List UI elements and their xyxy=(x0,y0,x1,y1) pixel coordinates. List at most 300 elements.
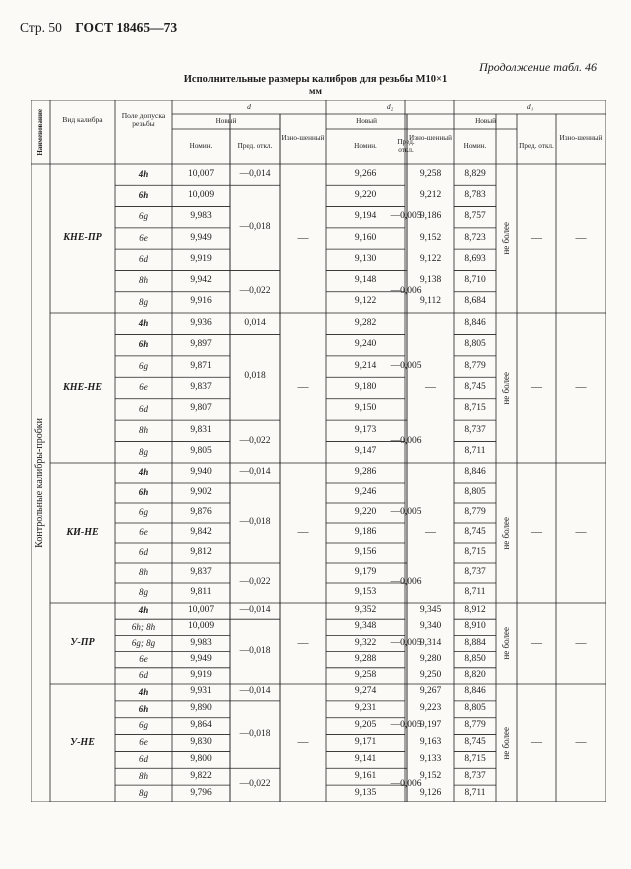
d1-nominal xyxy=(454,228,496,249)
d-deviation-text: —0,018 xyxy=(239,728,271,739)
d2-worn-dash xyxy=(407,463,454,603)
col-header-name-text: Наименование xyxy=(35,108,44,156)
d-nominal xyxy=(172,292,230,313)
continuation-label: Продолжение табл. 46 xyxy=(479,60,597,74)
d-nominal-text: 9,890 xyxy=(190,703,212,714)
col-header-d1-worn-text: Изно-шенный xyxy=(559,134,603,143)
d1-nominal-text: 8,693 xyxy=(464,253,486,264)
d2-nominal-text: 9,231 xyxy=(354,703,377,714)
tolerance-grade-text: 6e xyxy=(139,527,148,538)
d1-deviation-dash-text: — xyxy=(531,381,542,394)
d2-nominal xyxy=(326,334,405,355)
d2-nominal xyxy=(326,619,405,635)
d-deviation xyxy=(230,684,280,701)
d1-nominal-text: 8,779 xyxy=(464,507,486,518)
tolerance-grade-text: 6e xyxy=(139,653,148,664)
d2-nominal-text: 9,282 xyxy=(354,317,377,328)
d2-deviation-text: —0,005 xyxy=(390,720,422,731)
d1-nominal-text: 8,820 xyxy=(464,669,486,680)
d2-deviation xyxy=(390,164,422,270)
d1-nominal-text: 8,745 xyxy=(464,382,486,392)
d1-deviation-dash-text: — xyxy=(531,526,542,539)
col-header-gauge-type-text: Вид калибра xyxy=(62,115,103,125)
col-header-d2-new-text: Новый xyxy=(356,116,377,125)
d1-nominal xyxy=(454,313,496,334)
tolerance-grade-text: 6g xyxy=(139,211,148,222)
col-header-d2-new xyxy=(326,114,407,129)
d2-deviation-text: —0,006 xyxy=(390,577,422,588)
d1-nominal-text: 8,829 xyxy=(464,168,486,179)
d1-nominal xyxy=(454,270,496,291)
d-nominal-text: 9,805 xyxy=(190,446,212,457)
d1-nominal xyxy=(454,668,496,684)
tolerance-grade-text: 8g xyxy=(139,587,148,598)
d1-nominal xyxy=(454,185,496,206)
tolerance-grade-text: 8g xyxy=(139,296,148,307)
d-nominal-text: 9,902 xyxy=(190,487,212,498)
col-header-d-nom xyxy=(172,129,230,164)
d2-nominal xyxy=(326,249,405,270)
d1-not-more xyxy=(496,463,517,603)
d2-worn-dash-text: — xyxy=(425,526,436,539)
d-nominal xyxy=(172,228,230,249)
gauge-name-text: У-НЕ xyxy=(70,736,95,748)
tolerance-grade xyxy=(115,718,172,735)
d2-worn-text: 9,267 xyxy=(419,686,442,697)
d2-deviation-text: —0,005 xyxy=(390,507,422,518)
d-nominal-text: 9,822 xyxy=(190,770,212,781)
d2-worn xyxy=(407,619,454,635)
tolerance-grade xyxy=(115,228,172,249)
d-deviation xyxy=(230,463,280,483)
d1-nominal-text: 8,757 xyxy=(464,211,486,222)
col-header-d2-nom xyxy=(326,129,405,164)
d2-worn-text: 9,212 xyxy=(419,189,442,200)
d1-worn-dash xyxy=(556,313,606,463)
tolerance-grade xyxy=(115,563,172,583)
group-label-text: Контрольные калибры-пробки xyxy=(34,418,46,548)
col-header-d1-dev-text: Пред. откл. xyxy=(519,141,554,150)
d2-worn-text: 9,340 xyxy=(419,621,442,632)
col-header-name xyxy=(31,100,50,164)
group-label-control-plugs xyxy=(31,164,50,802)
d-nominal-text: 9,837 xyxy=(190,382,212,392)
d2-nominal-text: 9,274 xyxy=(354,686,377,697)
tolerance-grade-text: 4h xyxy=(138,467,149,478)
d2-nominal-text: 9,179 xyxy=(354,567,377,578)
tolerance-grade-text: 6g xyxy=(139,360,148,371)
d2-nominal xyxy=(326,313,405,334)
not-more-text: не более xyxy=(500,222,511,255)
d2-nominal-text: 9,214 xyxy=(354,360,377,371)
d-deviation-text: —0,014 xyxy=(239,467,271,478)
d1-nominal-text: 8,745 xyxy=(464,737,486,747)
d2-worn-text: 9,112 xyxy=(419,296,442,307)
d2-worn-text: 9,138 xyxy=(419,275,442,286)
d1-nominal-text: 8,715 xyxy=(464,547,486,558)
tolerance-grade-text: 6d xyxy=(139,254,148,265)
d2-deviation xyxy=(390,768,422,802)
d-nominal-text: 9,831 xyxy=(190,424,212,435)
tolerance-grade xyxy=(115,543,172,563)
tolerance-grade xyxy=(115,249,172,270)
col-header-d2-dev-text: Пред. откл. xyxy=(397,137,415,154)
tolerance-grade xyxy=(115,313,172,334)
d-deviation-text: —0,018 xyxy=(239,645,271,656)
d-nominal-text: 10,009 xyxy=(187,189,215,200)
d-nominal-text: 9,830 xyxy=(190,737,212,747)
col-header-d2-text: d₂ xyxy=(386,102,394,112)
d2-worn-text: 9,223 xyxy=(419,703,442,714)
tolerance-grade xyxy=(115,603,172,619)
d-nominal xyxy=(172,619,230,635)
d2-deviation xyxy=(390,270,422,313)
d2-worn-text: 9,345 xyxy=(419,605,442,616)
d-nominal-text: 9,812 xyxy=(190,547,212,558)
d1-nominal-text: 8,805 xyxy=(464,339,486,350)
d2-worn xyxy=(407,684,454,701)
tolerance-grade-text: 8h xyxy=(139,770,148,781)
d1-nominal xyxy=(454,523,496,543)
d-worn-dash xyxy=(280,164,326,313)
d2-nominal xyxy=(326,652,405,668)
tolerance-grade xyxy=(115,768,172,785)
d2-deviation-text: —0,005 xyxy=(390,360,422,371)
d1-worn-dash-text: — xyxy=(575,526,587,539)
d1-nominal-text: 8,715 xyxy=(464,753,486,764)
d2-worn-text: 9,186 xyxy=(419,211,442,222)
d1-nominal xyxy=(454,652,496,668)
d2-nominal xyxy=(326,603,405,619)
d1-nominal-text: 8,684 xyxy=(464,296,486,307)
not-more-text: не более xyxy=(500,627,511,660)
tolerance-grade xyxy=(115,701,172,718)
tolerance-grade-text: 6d xyxy=(139,547,148,558)
col-header-d-worn-text: Изно-шенный xyxy=(281,134,325,143)
d2-nominal-text: 9,220 xyxy=(354,507,377,518)
d-nominal xyxy=(172,463,230,483)
tolerance-grade xyxy=(115,334,172,355)
d1-nominal-text: 8,737 xyxy=(464,567,486,578)
d-nominal-text: 9,949 xyxy=(190,653,212,664)
d-nominal-text: 9,931 xyxy=(190,686,212,697)
d2-nominal-text: 9,150 xyxy=(354,403,377,414)
d-nominal-text: 10,007 xyxy=(187,605,215,616)
d-nominal xyxy=(172,768,230,785)
d-nominal xyxy=(172,652,230,668)
d-nominal-text: 9,837 xyxy=(190,567,212,578)
d1-nominal xyxy=(454,701,496,718)
d1-deviation-dash-text: — xyxy=(531,636,542,649)
d1-deviation-dash xyxy=(517,603,556,684)
d-nominal xyxy=(172,442,230,463)
d1-worn-dash xyxy=(556,603,606,684)
gauge-name-text: У-ПР xyxy=(70,637,95,649)
d1-nominal xyxy=(454,768,496,785)
d2-nominal-text: 9,352 xyxy=(354,605,377,616)
gauge-name-text: КНЕ-ПР xyxy=(63,232,102,244)
d-deviation xyxy=(230,270,280,313)
d-nominal xyxy=(172,207,230,228)
col-header-d1 xyxy=(454,100,606,114)
d2-worn-dash-text: — xyxy=(425,381,436,394)
tolerance-grade xyxy=(115,684,172,701)
d-worn-dash-text: — xyxy=(297,381,309,394)
d2-deviation-text: —0,005 xyxy=(390,211,422,222)
d1-nominal-text: 8,723 xyxy=(464,232,486,243)
d1-deviation-dash-text: — xyxy=(531,231,542,244)
tolerance-grade xyxy=(115,483,172,503)
d-deviation-text: 0,018 xyxy=(244,371,266,382)
d2-nominal xyxy=(326,377,405,398)
col-header-d1-new-text: Новый xyxy=(475,116,496,125)
col-header-d-new xyxy=(172,114,280,129)
d1-nominal xyxy=(454,249,496,270)
d-nominal-text: 9,871 xyxy=(190,360,212,371)
d-nominal-text: 9,842 xyxy=(190,527,212,538)
tolerance-grade-text: 6e xyxy=(139,382,148,393)
d-deviation-text: 0,014 xyxy=(244,317,266,328)
d1-nominal xyxy=(454,164,496,185)
d2-nominal-text: 9,160 xyxy=(354,232,377,243)
d1-nominal-text: 8,910 xyxy=(464,621,486,632)
col-header-d-dev-text: Пред. откл. xyxy=(237,141,273,150)
d-worn-dash-text: — xyxy=(297,636,309,649)
d1-nominal-text: 8,711 xyxy=(464,787,486,798)
d1-worn-dash-text: — xyxy=(575,636,587,649)
d1-nominal xyxy=(454,718,496,735)
d2-nominal-text: 9,186 xyxy=(354,527,377,538)
d1-nominal-text: 8,884 xyxy=(464,637,486,648)
d1-not-more xyxy=(496,313,517,463)
d2-nominal-text: 9,156 xyxy=(354,547,377,558)
col-header-d2 xyxy=(326,100,454,114)
col-header-d1-worn xyxy=(556,114,606,164)
d2-nominal-text: 9,180 xyxy=(354,382,377,392)
d-nominal-text: 9,796 xyxy=(190,787,212,798)
d-nominal-text: 10,007 xyxy=(187,168,215,179)
gauge-name xyxy=(50,684,115,802)
page-header xyxy=(20,20,177,36)
d2-worn-text: 9,133 xyxy=(419,753,442,764)
d1-deviation-dash xyxy=(517,313,556,463)
d2-deviation xyxy=(390,684,422,768)
col-header-d xyxy=(172,100,326,114)
d-nominal-text: 9,942 xyxy=(190,275,212,286)
d1-nominal xyxy=(454,377,496,398)
d1-nominal-text: 8,846 xyxy=(464,317,486,328)
d2-worn-text: 9,258 xyxy=(419,168,442,179)
d1-worn-dash xyxy=(556,164,606,313)
d2-worn xyxy=(407,228,454,249)
d2-nominal xyxy=(326,483,405,503)
d1-nominal-text: 8,711 xyxy=(464,587,486,598)
d-nominal xyxy=(172,356,230,377)
tolerance-grade-text: 6e xyxy=(139,232,148,243)
col-header-d1-text: d₁ xyxy=(526,102,534,112)
col-header-d-text: d xyxy=(247,102,251,112)
d2-nominal-text: 9,220 xyxy=(354,189,377,200)
not-more-text: не более xyxy=(500,516,511,550)
d1-nominal xyxy=(454,583,496,603)
d1-deviation-dash xyxy=(517,684,556,802)
d-deviation xyxy=(230,164,280,185)
tolerance-grade-text: 4h xyxy=(138,605,149,616)
tolerance-grade xyxy=(115,292,172,313)
tolerance-grade-text: 6h; 8h xyxy=(131,621,156,632)
d1-nominal-text: 8,779 xyxy=(464,720,486,731)
tolerance-grade xyxy=(115,207,172,228)
tolerance-grade xyxy=(115,785,172,802)
d1-deviation-dash-text: — xyxy=(531,736,542,749)
d2-worn xyxy=(407,603,454,619)
d2-nominal-text: 9,171 xyxy=(354,737,377,747)
d1-nominal-text: 8,912 xyxy=(464,605,486,616)
tolerance-grade xyxy=(115,523,172,543)
d1-nominal xyxy=(454,442,496,463)
gauge-name xyxy=(50,603,115,684)
d-nominal xyxy=(172,377,230,398)
col-header-d1-nom-text: Номин. xyxy=(463,141,487,150)
d2-nominal-text: 9,130 xyxy=(354,253,377,264)
d1-nominal-text: 8,805 xyxy=(464,487,486,498)
tolerance-grade xyxy=(115,652,172,668)
tolerance-grade xyxy=(115,442,172,463)
col-header-d1-dev xyxy=(517,129,556,164)
d2-nominal-text: 9,135 xyxy=(354,787,377,798)
d-deviation-text: —0,014 xyxy=(239,168,271,179)
d1-worn-dash-text: — xyxy=(575,231,587,244)
d2-nominal-text: 9,288 xyxy=(354,653,377,664)
d2-nominal xyxy=(326,164,405,185)
d2-nominal xyxy=(326,701,405,718)
gauge-name-text: КНЕ-НЕ xyxy=(62,381,102,393)
d2-worn-text: 9,314 xyxy=(419,637,442,648)
d-nominal xyxy=(172,635,230,651)
tolerance-grade-text: 4h xyxy=(138,168,149,179)
d2-deviation-text: —0,006 xyxy=(390,435,422,446)
d1-nominal-text: 8,737 xyxy=(464,770,486,781)
d-nominal xyxy=(172,503,230,523)
d2-nominal-text: 9,322 xyxy=(354,637,377,648)
d-deviation xyxy=(230,768,280,802)
d2-worn xyxy=(407,668,454,684)
d-worn-dash xyxy=(280,463,326,603)
tolerance-grade xyxy=(115,619,172,635)
d-nominal-text: 9,807 xyxy=(190,403,212,414)
tolerance-grade-text: 8g xyxy=(139,787,148,798)
d1-nominal-text: 8,737 xyxy=(464,424,486,435)
d1-deviation-dash xyxy=(517,164,556,313)
d1-nominal xyxy=(454,735,496,752)
d2-nominal xyxy=(326,684,405,701)
d1-nominal xyxy=(454,420,496,441)
d-nominal xyxy=(172,751,230,768)
d2-worn-text: 9,280 xyxy=(419,653,442,664)
d2-nominal-text: 9,194 xyxy=(354,211,377,222)
gauge-name xyxy=(50,463,115,603)
d-nominal-text: 9,936 xyxy=(190,317,212,328)
d2-worn xyxy=(407,701,454,718)
d-deviation-text: —0,022 xyxy=(239,577,271,588)
not-more-text: не более xyxy=(500,371,511,405)
d2-nominal-text: 9,205 xyxy=(354,720,377,731)
col-header-d2-worn-text: Изно-шенный xyxy=(409,134,452,143)
tolerance-grade xyxy=(115,164,172,185)
d-deviation xyxy=(230,483,280,563)
tolerance-grade xyxy=(115,751,172,768)
d-nominal xyxy=(172,420,230,441)
d-nominal xyxy=(172,270,230,291)
d2-worn-text: 9,250 xyxy=(419,669,442,680)
tolerance-grade xyxy=(115,668,172,684)
d2-nominal-text: 9,173 xyxy=(354,424,377,435)
d-nominal xyxy=(172,523,230,543)
tolerance-grade-text: 8g xyxy=(139,446,148,457)
col-header-d1-nom xyxy=(454,129,496,164)
d-deviation-text: —0,018 xyxy=(239,221,271,232)
d1-nominal-text: 8,779 xyxy=(464,360,486,371)
d1-nominal xyxy=(454,751,496,768)
d-nominal-text: 9,864 xyxy=(190,720,212,731)
tolerance-grade xyxy=(115,463,172,483)
d-nominal xyxy=(172,583,230,603)
d1-worn-dash xyxy=(556,463,606,603)
tolerance-grade xyxy=(115,635,172,651)
d-worn-dash-text: — xyxy=(297,736,309,749)
tolerance-grade-text: 4h xyxy=(138,317,149,328)
tolerance-grade-text: 6d xyxy=(139,403,148,414)
d1-nominal xyxy=(454,785,496,802)
col-header-d-nom-text: Номин. xyxy=(189,141,213,150)
d-nominal xyxy=(172,313,230,334)
d2-worn xyxy=(407,164,454,185)
d-deviation xyxy=(230,334,280,420)
d-nominal xyxy=(172,483,230,503)
d1-nominal-text: 8,805 xyxy=(464,703,486,714)
d1-not-more xyxy=(496,164,517,313)
d-nominal-text: 9,897 xyxy=(190,339,212,350)
d-nominal xyxy=(172,668,230,684)
col-header-d-new-text: Новый xyxy=(215,116,237,125)
d-worn-dash xyxy=(280,684,326,802)
d1-nominal xyxy=(454,684,496,701)
d1-nominal-text: 8,850 xyxy=(464,653,486,664)
d1-worn-dash-text: — xyxy=(575,736,587,749)
d-nominal-text: 10,009 xyxy=(187,621,215,632)
d-worn-dash-text: — xyxy=(297,231,309,244)
d-nominal xyxy=(172,735,230,752)
tolerance-grade-text: 6d xyxy=(139,754,148,765)
tolerance-grade-text: 6g; 8g xyxy=(131,637,156,648)
d-worn-dash xyxy=(280,313,326,463)
d-nominal-text: 9,919 xyxy=(190,669,212,680)
d1-nominal xyxy=(454,292,496,313)
tolerance-grade-text: 8h xyxy=(139,567,148,578)
d-nominal-text: 9,876 xyxy=(190,507,212,518)
tolerance-grade xyxy=(115,270,172,291)
d2-nominal xyxy=(326,185,405,206)
d2-deviation-text: —0,006 xyxy=(390,285,422,296)
page-number: Стр. 50 xyxy=(20,20,62,35)
d1-nominal xyxy=(454,543,496,563)
d-nominal-text: 9,983 xyxy=(190,211,212,222)
d1-nominal xyxy=(454,603,496,619)
d2-nominal xyxy=(326,735,405,752)
tolerance-grade xyxy=(115,185,172,206)
col-header-d-worn xyxy=(280,114,326,164)
table-title: Исполнительные размеры калибров для резьбы М10×1 xyxy=(183,74,448,85)
